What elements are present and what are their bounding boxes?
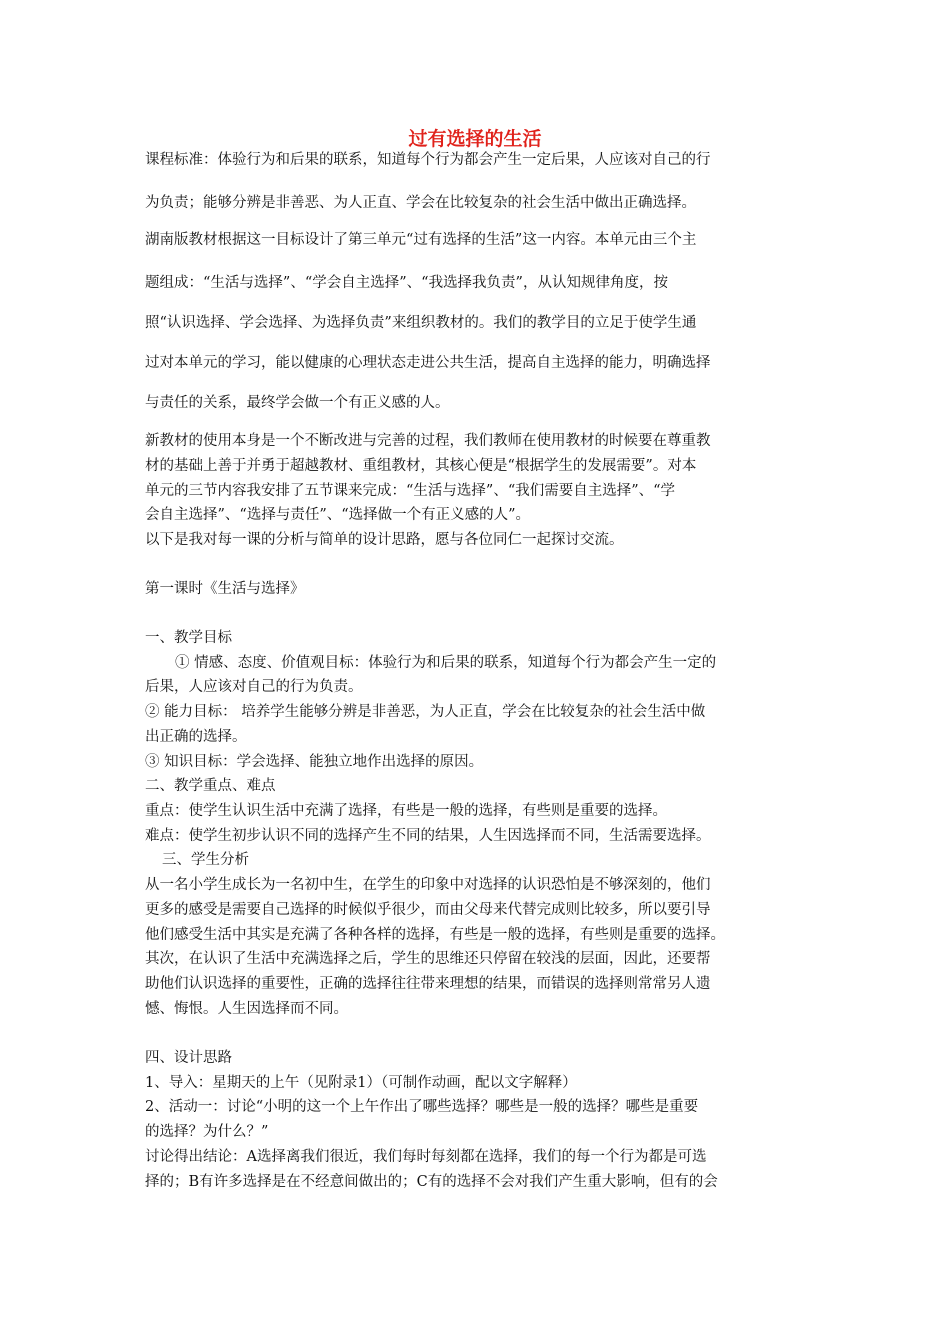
text-line: 2、活动一：讨论“小明的这一个上午作出了哪些选择？哪些是一般的选择？哪些是重要 [145, 1099, 699, 1115]
text-line: 新教材的使用本身是一个不断改进与完善的过程，我们教师在使用教材的时候要在尊重教 [145, 433, 711, 449]
text-line: 出正确的选择。 [145, 729, 247, 745]
text-line: 择的；B有许多选择是在不经意间做出的；C有的选择不会对我们产生重大影响，但有的会 [145, 1174, 718, 1190]
text-line: 为负责；能够分辨是非善恶、为人正直、学会在比较复杂的社会生活中做出正确选择。 [145, 195, 696, 211]
text-line: 与责任的关系，最终学会做一个有正义感的人。 [145, 395, 450, 411]
text-line: 以下是我对每一课的分析与简单的设计思路，愿与各位同仁一起探讨交流。 [145, 532, 624, 548]
text-line: 讨论得出结论：A选择离我们很近，我们每时每刻都在选择，我们的每一个行为都是可选 [145, 1149, 707, 1165]
text-line: ② 能力目标： 培养学生能够分辨是非善恶，为人正直，学会在比较复杂的社会生活中做 [145, 704, 706, 720]
text-line: 会自主选择”、“选择与责任”、“选择做一个有正义感的人”。 [145, 507, 531, 523]
text-line: 的选择？为什么？” [145, 1124, 269, 1140]
text-line: 憾、悔恨。人生因选择而不同。 [145, 1001, 348, 1017]
text-line: 他们感受生活中其实是充满了各种各样的选择，有些是一般的选择，有些则是重要的选择。 [145, 927, 725, 943]
text-line: 题组成：“生活与选择”、“学会自主选择”、“我选择我负责”，从认知规律角度，按 [145, 275, 668, 291]
text-line: 湖南版教材根据这一目标设计了第三单元“过有选择的生活”这一内容。本单元由三个主 [145, 232, 697, 248]
section-heading: 一、教学目标 [145, 630, 232, 646]
text-line: 从一名小学生成长为一名初中生，在学生的印象中对选择的认识恐怕是不够深刻的，他们 [145, 877, 711, 893]
text-line: 材的基础上善于并勇于超越教材、重组教材，其核心便是“根据学生的发展需要”。对本 [145, 458, 697, 474]
text-line: ③ 知识目标：学会选择、能独立地作出选择的原因。 [145, 754, 484, 770]
text-line: 重点：使学生认识生活中充满了选择，有些是一般的选择，有些则是重要的选择。 [145, 803, 667, 819]
document-title: 过有选择的生活 [408, 128, 542, 150]
text-line: 助他们认识选择的重要性，正确的选择往往带来理想的结果，而错误的选择则常常另人遗 [145, 976, 711, 992]
text-line: 难点：使学生初步认识不同的选择产生不同的结果，人生因选择而不同，生活需要选择。 [145, 828, 711, 844]
text-line: 1、导入：星期天的上午（见附录1）（可制作动画，配以文字解释） [145, 1075, 577, 1091]
section-heading: 三、学生分析 [162, 852, 249, 868]
text-line: 单元的三节内容我安排了五节课来完成：“生活与选择”、“我们需要自主选择”、“学 [145, 483, 676, 499]
lesson-heading: 第一课时《生活与选择》 [145, 581, 305, 597]
text-line: ① 情感、态度、价值观目标：体验行为和后果的联系，知道每个行为都会产生一定的 [175, 655, 717, 671]
text-line: 课程标准：体验行为和后果的联系，知道每个行为都会产生一定后果，人应该对自己的行 [145, 152, 711, 168]
text-line: 照“认识选择、学会选择、为选择负责”来组织教材的。我们的教学目的立足于使学生通 [145, 315, 697, 331]
text-line: 其次，在认识了生活中充满选择之后，学生的思维还只停留在较浅的层面，因此，还要帮 [145, 951, 711, 967]
section-heading: 二、教学重点、难点 [145, 778, 276, 794]
text-line: 更多的感受是需要自己选择的时候似乎很少，而由父母来代替完成则比较多，所以要引导 [145, 902, 711, 918]
text-line: 过对本单元的学习，能以健康的心理状态走进公共生活，提高自主选择的能力，明确选择 [145, 355, 711, 371]
text-line: 后果，人应该对自己的行为负责。 [145, 679, 363, 695]
section-heading: 四、设计思路 [145, 1050, 232, 1066]
